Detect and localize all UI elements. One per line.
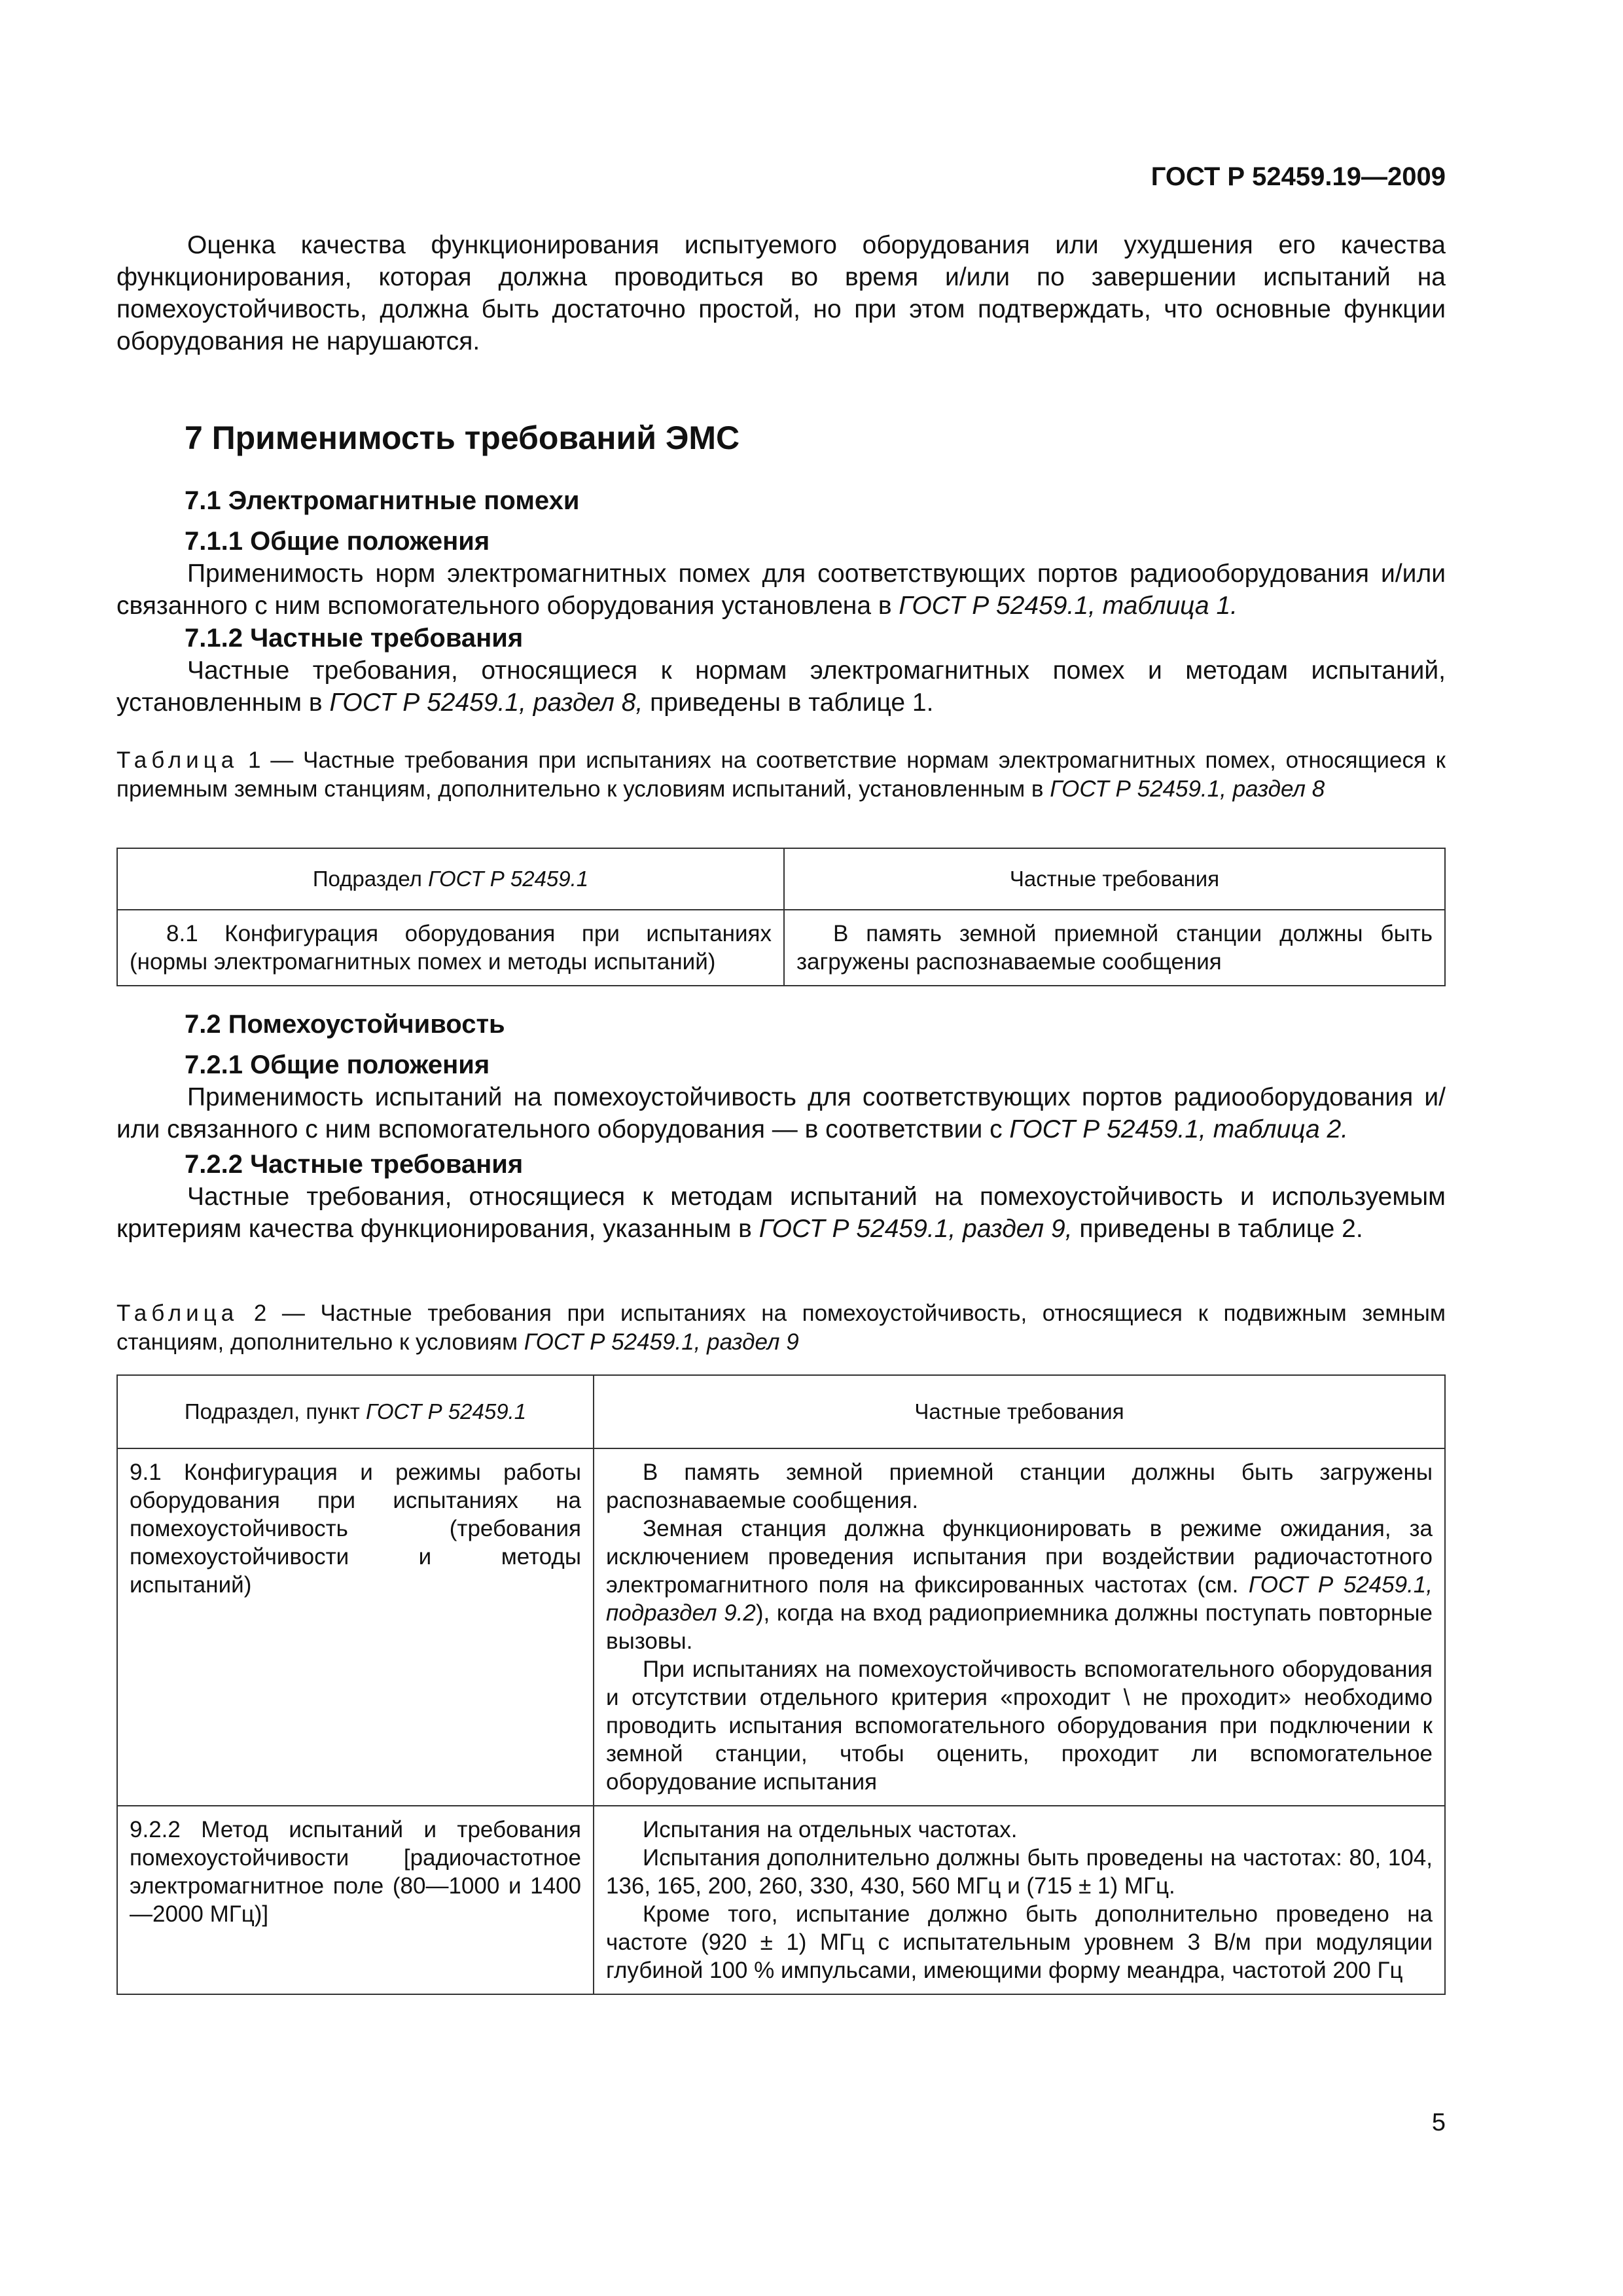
- table-1-caption-ref: ГОСТ Р 52459.1, раздел 8: [1050, 776, 1325, 802]
- table-1: [116, 848, 1446, 986]
- table-1-row1-col1: [117, 910, 784, 986]
- table-2-row2-col1: [117, 1806, 594, 1994]
- section-7-2-2-title: 7.2.2 Частные требования: [185, 1150, 524, 1179]
- table-row: [117, 1806, 1445, 1994]
- section-7-1-1-text-a: Применимость норм электромагнитных помех для соответствующих портов радиооборудования и/или связанного с ним вспомогательного оборудования установлена в: [116, 560, 1446, 620]
- table-2-row1-col1-text: 9.1 Конфигурация и режимы работы оборудования при испытаниях на помехоустойчивость (требования помехоустойчивости и методы испытаний): [130, 1460, 581, 1598]
- table-1-header-row: [117, 848, 1445, 910]
- table-2-header-row: [117, 1375, 1445, 1448]
- section-7-1-2-text-a: Частные требования, относящиеся к нормам электромагнитных помех и методам испытаний, установленным в: [116, 656, 1446, 717]
- table-1-row1-col2-text: В память земной приемной станции должны быть загружены распознаваемые сообщения: [796, 921, 1433, 975]
- table-row: [117, 910, 1445, 986]
- section-7-1-2-ref: ГОСТ Р 52459.1, раздел 8,: [329, 689, 643, 717]
- table-2-row2-p2: Испытания дополнительно должны быть проведены на частотах: 80, 104, 136, 165, 200, 260, 330, 430, 560 МГц и (715 ± 1) МГц.: [606, 1845, 1433, 1899]
- table-2-caption-label: Таблица: [116, 1300, 239, 1326]
- section-7-2-1-text: [116, 1081, 1446, 1145]
- table-2-block: [116, 1374, 1446, 1995]
- document-header: ГОСТ Р 52459.19—2009: [1150, 162, 1446, 191]
- table-2-row1-p2-b: ), когда на вход радиоприемника должны поступать повторные вызовы.: [606, 1600, 1433, 1654]
- table-2-row1-p2-ref: ГОСТ Р 52459.1, подраздел 9.2: [606, 1572, 1433, 1626]
- section-7-2-title: 7.2 Помехоустойчивость: [185, 1010, 505, 1039]
- section-7-2-2-ref: ГОСТ Р 52459.1, раздел 9,: [758, 1215, 1073, 1243]
- table-2-caption-text: 2 — Частные требования при испытаниях на помехоустойчивость, относящиеся к подвижным земным станциям, дополнительно к условиям: [116, 1300, 1446, 1355]
- section-7-2-2-text: [116, 1181, 1446, 1245]
- table-2-row1-p2: [606, 1515, 1433, 1655]
- table-1-col1-header-ref: ГОСТ Р 52459.1: [428, 867, 589, 891]
- table-1-block: [116, 848, 1446, 986]
- table-2-row2-p3: Кроме того, испытание должно быть дополнительно проведено на частоте (920 ± 1) МГц с испытательным уровнем 3 В/м при модуляции глубиной 100 % импульсами, имеющими форму меандра, частотой 200 Гц: [606, 1901, 1433, 1983]
- table-1-caption-label: Таблица: [116, 747, 239, 773]
- table-2-row1-col1: [117, 1448, 594, 1806]
- table-2-row2-col2: [594, 1806, 1445, 1994]
- table-row: [117, 1448, 1445, 1806]
- section-7-2: [116, 1008, 1446, 1245]
- table-2-row2-p1: Испытания на отдельных частотах.: [643, 1817, 1018, 1842]
- section-7-title: 7 Применимость требований ЭМС: [185, 420, 740, 456]
- table-1-row1-col1-text: 8.1 Конфигурация оборудования при испытаниях (нормы электромагнитных помех и методы испытаний): [130, 921, 772, 975]
- section-7-1: [116, 484, 1446, 719]
- table-2-row1-col2: [594, 1448, 1445, 1806]
- table-1-caption-text: 1 — Частные требования при испытаниях на соответствие нормам электромагнитных помех, относящиеся к приемным земным станциям, дополнительно к условиям испытаний, установленным в: [116, 747, 1446, 802]
- page-number: 5: [1431, 2109, 1446, 2136]
- section-7-1-2-text-b: приведены в таблице 1.: [643, 689, 934, 717]
- table-2-row2-col1-text: 9.2.2 Метод испытаний и требования помехоустойчивости [радиочастотное электромагнитное поле (80—1000 и 1400—2000 МГц)]: [130, 1817, 581, 1927]
- table-2-row1-p2-a: Земная станция должна функционировать в режиме ожидания, за исключением проведения испытания при воздействии радиочастотного электромагнитного поля на фиксированных частотах (см.: [606, 1516, 1433, 1598]
- table-2-caption-ref: ГОСТ Р 52459.1, раздел 9: [524, 1329, 799, 1355]
- section-7-1-2-title: 7.1.2 Частные требования: [185, 624, 524, 653]
- table-2-row1-p3: При испытаниях на помехоустойчивость вспомогательного оборудования и отсутствии отдельного критерия «проходит \ не проходит» необходимо проводить испытания вспомогательного оборудования при подключении к земной станции, чтобы оценить, проходит ли вспомогательное оборудование испытания: [606, 1657, 1433, 1795]
- table-1-row1-col2: [784, 910, 1445, 986]
- section-7-2-2-text-a: Частные требования, относящиеся к методам испытаний на помехоустойчивость и используемым критериям качества функционирования, указанным в: [116, 1183, 1446, 1243]
- table-2-col1-header-ref: ГОСТ Р 52459.1: [366, 1399, 527, 1424]
- section-7-1-1-title: 7.1.1 Общие положения: [185, 527, 490, 556]
- table-2-col2-header: Частные требования: [594, 1375, 1445, 1448]
- table-1-caption: [116, 746, 1446, 804]
- intro-paragraph: Оценка качества функционирования испытуемого оборудования или ухудшения его качества функционирования, которая должна проводиться во время и/или по завершении испытаний на помехоустойчивость, должна быть достаточно простой, но при этом подтверждать, что основные функции оборудования не нарушаются.: [116, 231, 1446, 355]
- table-2-col1-header: [117, 1375, 594, 1448]
- section-7-2-2-text-b: приведены в таблице 2.: [1072, 1215, 1363, 1243]
- section-7-1-1-ref: ГОСТ Р 52459.1, таблица 1.: [899, 592, 1238, 620]
- table-2: [116, 1374, 1446, 1995]
- intro-block: [116, 229, 1446, 357]
- section-7-2-1-text-a: Применимость испытаний на помехоустойчивость для соответствующих портов радиооборудования и/или связанного с ним вспомогательного оборудования — в соответствии с: [116, 1083, 1446, 1143]
- section-7-1-2-text: [116, 655, 1446, 719]
- section-7-1-title: 7.1 Электромагнитные помехи: [185, 486, 580, 515]
- table-1-col1-header: [117, 848, 784, 910]
- table-1-col2-header: Частные требования: [784, 848, 1445, 910]
- section-7-1-1-text: [116, 558, 1446, 622]
- section-7-2-1-title: 7.2.1 Общие положения: [185, 1050, 490, 1079]
- section-7-2-1-ref: ГОСТ Р 52459.1, таблица 2.: [1009, 1115, 1348, 1143]
- table-1-col1-header-text: Подраздел: [312, 867, 429, 891]
- table-2-caption-block: [116, 1299, 1446, 1357]
- table-2-col1-header-text: Подраздел, пункт: [184, 1399, 366, 1424]
- table-1-caption-block: [116, 746, 1446, 804]
- table-2-row1-p1: В память земной приемной станции должны быть загружены распознаваемые сообщения.: [606, 1460, 1433, 1513]
- table-2-caption: [116, 1299, 1446, 1357]
